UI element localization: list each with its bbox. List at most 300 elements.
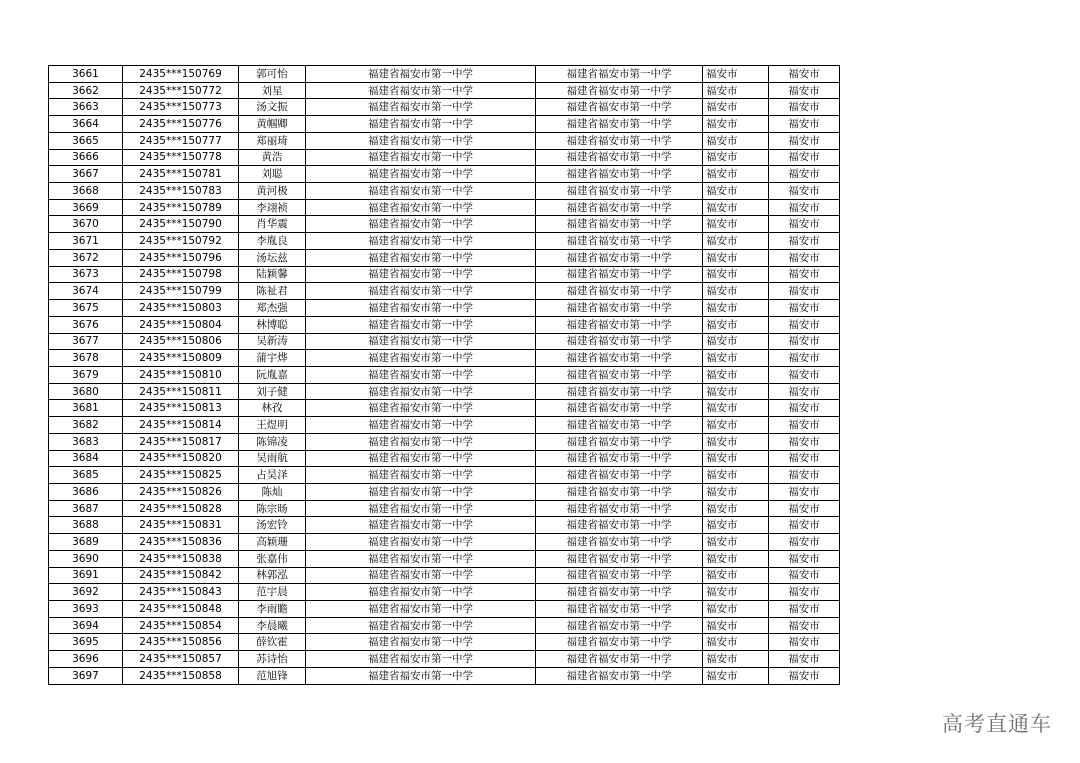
registration-school-cell: 福建省福安市第一中学 (536, 500, 703, 517)
registration-school-cell: 福建省福安市第一中学 (536, 283, 703, 300)
city-cell: 福安市 (769, 634, 840, 651)
row-number-cell: 3683 (49, 433, 123, 450)
school-cell: 福建省福安市第一中学 (306, 467, 536, 484)
registration-school-cell: 福建省福安市第一中学 (536, 651, 703, 668)
exam-id-cell: 2435***150789 (123, 199, 239, 216)
row-number-cell: 3667 (49, 166, 123, 183)
region-cell: 福安市 (703, 82, 769, 99)
city-cell: 福安市 (769, 383, 840, 400)
table-row (49, 450, 840, 467)
table-row (49, 517, 840, 534)
city-cell: 福安市 (769, 534, 840, 551)
school-cell: 福建省福安市第一中学 (306, 350, 536, 367)
student-list-sheet (48, 65, 840, 685)
row-number-cell: 3682 (49, 417, 123, 434)
row-number-cell: 3691 (49, 567, 123, 584)
exam-id-cell: 2435***150854 (123, 617, 239, 634)
table-row (49, 350, 840, 367)
city-cell: 福安市 (769, 584, 840, 601)
student-name-cell: 阮胤嘉 (239, 366, 306, 383)
city-cell: 福安市 (769, 567, 840, 584)
exam-id-cell: 2435***150810 (123, 366, 239, 383)
city-cell: 福安市 (769, 233, 840, 250)
student-name-cell: 黄河极 (239, 183, 306, 200)
table-row (49, 183, 840, 200)
registration-school-cell: 福建省福安市第一中学 (536, 216, 703, 233)
exam-id-cell: 2435***150843 (123, 584, 239, 601)
school-cell: 福建省福安市第一中学 (306, 82, 536, 99)
table-row (49, 149, 840, 166)
registration-school-cell: 福建省福安市第一中学 (536, 316, 703, 333)
exam-id-cell: 2435***150803 (123, 300, 239, 317)
city-cell: 福安市 (769, 550, 840, 567)
student-name-cell: 吴雨航 (239, 450, 306, 467)
table-row (49, 467, 840, 484)
registration-school-cell: 福建省福安市第一中学 (536, 266, 703, 283)
city-cell: 福安市 (769, 617, 840, 634)
region-cell: 福安市 (703, 333, 769, 350)
region-cell: 福安市 (703, 450, 769, 467)
city-cell: 福安市 (769, 667, 840, 684)
student-name-cell: 范旭锋 (239, 667, 306, 684)
student-name-cell: 刘子健 (239, 383, 306, 400)
exam-id-cell: 2435***150769 (123, 66, 239, 83)
city-cell: 福安市 (769, 199, 840, 216)
row-number-cell: 3676 (49, 316, 123, 333)
region-cell: 福安市 (703, 601, 769, 618)
region-cell: 福安市 (703, 417, 769, 434)
student-name-cell: 李雨瞻 (239, 601, 306, 618)
row-number-cell: 3692 (49, 584, 123, 601)
student-name-cell: 黄浩 (239, 149, 306, 166)
registration-school-cell: 福建省福安市第一中学 (536, 483, 703, 500)
student-name-cell: 汤文振 (239, 99, 306, 116)
registration-school-cell: 福建省福安市第一中学 (536, 667, 703, 684)
city-cell: 福安市 (769, 417, 840, 434)
school-cell: 福建省福安市第一中学 (306, 601, 536, 618)
school-cell: 福建省福安市第一中学 (306, 667, 536, 684)
student-name-cell: 苏诗怡 (239, 651, 306, 668)
student-name-cell: 陈宗旸 (239, 500, 306, 517)
school-cell: 福建省福安市第一中学 (306, 149, 536, 166)
exam-id-cell: 2435***150831 (123, 517, 239, 534)
exam-id-cell: 2435***150848 (123, 601, 239, 618)
table-row (49, 617, 840, 634)
exam-id-cell: 2435***150825 (123, 467, 239, 484)
registration-school-cell: 福建省福安市第一中学 (536, 116, 703, 133)
table-row (49, 383, 840, 400)
school-cell: 福建省福安市第一中学 (306, 333, 536, 350)
table-row (49, 500, 840, 517)
row-number-cell: 3675 (49, 300, 123, 317)
region-cell: 福安市 (703, 233, 769, 250)
student-name-cell: 张嘉伟 (239, 550, 306, 567)
region-cell: 福安市 (703, 350, 769, 367)
table-row (49, 300, 840, 317)
registration-school-cell: 福建省福安市第一中学 (536, 82, 703, 99)
exam-id-cell: 2435***150858 (123, 667, 239, 684)
row-number-cell: 3686 (49, 483, 123, 500)
exam-id-cell: 2435***150813 (123, 400, 239, 417)
registration-school-cell: 福建省福安市第一中学 (536, 550, 703, 567)
exam-id-cell: 2435***150783 (123, 183, 239, 200)
registration-school-cell: 福建省福安市第一中学 (536, 166, 703, 183)
row-number-cell: 3662 (49, 82, 123, 99)
row-number-cell: 3690 (49, 550, 123, 567)
registration-school-cell: 福建省福安市第一中学 (536, 634, 703, 651)
student-name-cell: 吴新涛 (239, 333, 306, 350)
exam-id-cell: 2435***150811 (123, 383, 239, 400)
school-cell: 福建省福安市第一中学 (306, 99, 536, 116)
city-cell: 福安市 (769, 350, 840, 367)
exam-id-cell: 2435***150798 (123, 266, 239, 283)
school-cell: 福建省福安市第一中学 (306, 266, 536, 283)
table-row (49, 233, 840, 250)
row-number-cell: 3685 (49, 467, 123, 484)
row-number-cell: 3671 (49, 233, 123, 250)
school-cell: 福建省福安市第一中学 (306, 300, 536, 317)
registration-school-cell: 福建省福安市第一中学 (536, 567, 703, 584)
city-cell: 福安市 (769, 149, 840, 166)
registration-school-cell: 福建省福安市第一中学 (536, 233, 703, 250)
student-name-cell: 高颖珊 (239, 534, 306, 551)
registration-school-cell: 福建省福安市第一中学 (536, 350, 703, 367)
table-row (49, 567, 840, 584)
school-cell: 福建省福安市第一中学 (306, 450, 536, 467)
region-cell: 福安市 (703, 617, 769, 634)
exam-id-cell: 2435***150776 (123, 116, 239, 133)
row-number-cell: 3694 (49, 617, 123, 634)
registration-school-cell: 福建省福安市第一中学 (536, 132, 703, 149)
table-row (49, 116, 840, 133)
registration-school-cell: 福建省福安市第一中学 (536, 417, 703, 434)
table-row (49, 433, 840, 450)
table-row (49, 132, 840, 149)
table-row (49, 82, 840, 99)
table-row (49, 166, 840, 183)
exam-id-cell: 2435***150796 (123, 249, 239, 266)
city-cell: 福安市 (769, 450, 840, 467)
city-cell: 福安市 (769, 249, 840, 266)
exam-id-cell: 2435***150820 (123, 450, 239, 467)
row-number-cell: 3670 (49, 216, 123, 233)
region-cell: 福安市 (703, 66, 769, 83)
region-cell: 福安市 (703, 433, 769, 450)
region-cell: 福安市 (703, 667, 769, 684)
table-row (49, 66, 840, 83)
city-cell: 福安市 (769, 366, 840, 383)
registration-school-cell: 福建省福安市第一中学 (536, 601, 703, 618)
school-cell: 福建省福安市第一中学 (306, 400, 536, 417)
school-cell: 福建省福安市第一中学 (306, 283, 536, 300)
city-cell: 福安市 (769, 601, 840, 618)
city-cell: 福安市 (769, 300, 840, 317)
city-cell: 福安市 (769, 82, 840, 99)
row-number-cell: 3681 (49, 400, 123, 417)
table-row (49, 584, 840, 601)
school-cell: 福建省福安市第一中学 (306, 500, 536, 517)
registration-school-cell: 福建省福安市第一中学 (536, 617, 703, 634)
exam-id-cell: 2435***150781 (123, 166, 239, 183)
exam-id-cell: 2435***150806 (123, 333, 239, 350)
table-row (49, 667, 840, 684)
row-number-cell: 3677 (49, 333, 123, 350)
row-number-cell: 3672 (49, 249, 123, 266)
region-cell: 福安市 (703, 149, 769, 166)
city-cell: 福安市 (769, 483, 840, 500)
region-cell: 福安市 (703, 216, 769, 233)
region-cell: 福安市 (703, 584, 769, 601)
row-number-cell: 3673 (49, 266, 123, 283)
student-name-cell: 肖华震 (239, 216, 306, 233)
exam-id-cell: 2435***150790 (123, 216, 239, 233)
exam-id-cell: 2435***150777 (123, 132, 239, 149)
city-cell: 福安市 (769, 517, 840, 534)
school-cell: 福建省福安市第一中学 (306, 233, 536, 250)
city-cell: 福安市 (769, 116, 840, 133)
region-cell: 福安市 (703, 366, 769, 383)
school-cell: 福建省福安市第一中学 (306, 116, 536, 133)
student-name-cell: 王煜明 (239, 417, 306, 434)
city-cell: 福安市 (769, 433, 840, 450)
city-cell: 福安市 (769, 99, 840, 116)
table-row (49, 366, 840, 383)
row-number-cell: 3695 (49, 634, 123, 651)
city-cell: 福安市 (769, 316, 840, 333)
city-cell: 福安市 (769, 467, 840, 484)
region-cell: 福安市 (703, 467, 769, 484)
registration-school-cell: 福建省福安市第一中学 (536, 467, 703, 484)
student-name-cell: 刘星 (239, 82, 306, 99)
row-number-cell: 3689 (49, 534, 123, 551)
exam-id-cell: 2435***150838 (123, 550, 239, 567)
school-cell: 福建省福安市第一中学 (306, 366, 536, 383)
student-name-cell: 陆颖馨 (239, 266, 306, 283)
exam-id-cell: 2435***150836 (123, 534, 239, 551)
row-number-cell: 3680 (49, 383, 123, 400)
registration-school-cell: 福建省福安市第一中学 (536, 249, 703, 266)
exam-id-cell: 2435***150809 (123, 350, 239, 367)
school-cell: 福建省福安市第一中学 (306, 433, 536, 450)
registration-school-cell: 福建省福安市第一中学 (536, 149, 703, 166)
table-row (49, 249, 840, 266)
exam-id-cell: 2435***150828 (123, 500, 239, 517)
school-cell: 福建省福安市第一中学 (306, 534, 536, 551)
exam-id-cell: 2435***150773 (123, 99, 239, 116)
exam-id-cell: 2435***150842 (123, 567, 239, 584)
row-number-cell: 3669 (49, 199, 123, 216)
table-row (49, 199, 840, 216)
region-cell: 福安市 (703, 567, 769, 584)
student-name-cell: 李胤良 (239, 233, 306, 250)
row-number-cell: 3679 (49, 366, 123, 383)
city-cell: 福安市 (769, 216, 840, 233)
exam-id-cell: 2435***150817 (123, 433, 239, 450)
region-cell: 福安市 (703, 500, 769, 517)
school-cell: 福建省福安市第一中学 (306, 66, 536, 83)
region-cell: 福安市 (703, 199, 769, 216)
registration-school-cell: 福建省福安市第一中学 (536, 300, 703, 317)
student-name-cell: 郭可怡 (239, 66, 306, 83)
registration-school-cell: 福建省福安市第一中学 (536, 333, 703, 350)
student-name-cell: 林博聪 (239, 316, 306, 333)
region-cell: 福安市 (703, 534, 769, 551)
region-cell: 福安市 (703, 116, 769, 133)
row-number-cell: 3664 (49, 116, 123, 133)
row-number-cell: 3697 (49, 667, 123, 684)
registration-school-cell: 福建省福安市第一中学 (536, 99, 703, 116)
region-cell: 福安市 (703, 550, 769, 567)
school-cell: 福建省福安市第一中学 (306, 249, 536, 266)
exam-id-cell: 2435***150778 (123, 149, 239, 166)
exam-id-cell: 2435***150772 (123, 82, 239, 99)
exam-id-cell: 2435***150826 (123, 483, 239, 500)
school-cell: 福建省福安市第一中学 (306, 634, 536, 651)
registration-school-cell: 福建省福安市第一中学 (536, 584, 703, 601)
registration-school-cell: 福建省福安市第一中学 (536, 400, 703, 417)
school-cell: 福建省福安市第一中学 (306, 617, 536, 634)
school-cell: 福建省福安市第一中学 (306, 166, 536, 183)
region-cell: 福安市 (703, 634, 769, 651)
school-cell: 福建省福安市第一中学 (306, 483, 536, 500)
student-name-cell: 汤坛兹 (239, 249, 306, 266)
region-cell: 福安市 (703, 400, 769, 417)
table-row (49, 651, 840, 668)
region-cell: 福安市 (703, 249, 769, 266)
school-cell: 福建省福安市第一中学 (306, 316, 536, 333)
school-cell: 福建省福安市第一中学 (306, 132, 536, 149)
region-cell: 福安市 (703, 651, 769, 668)
table-row (49, 283, 840, 300)
row-number-cell: 3684 (49, 450, 123, 467)
school-cell: 福建省福安市第一中学 (306, 550, 536, 567)
region-cell: 福安市 (703, 316, 769, 333)
row-number-cell: 3693 (49, 601, 123, 618)
exam-id-cell: 2435***150804 (123, 316, 239, 333)
registration-school-cell: 福建省福安市第一中学 (536, 534, 703, 551)
city-cell: 福安市 (769, 400, 840, 417)
region-cell: 福安市 (703, 99, 769, 116)
row-number-cell: 3687 (49, 500, 123, 517)
row-number-cell: 3666 (49, 149, 123, 166)
student-name-cell: 陈祉君 (239, 283, 306, 300)
region-cell: 福安市 (703, 266, 769, 283)
exam-id-cell: 2435***150857 (123, 651, 239, 668)
student-name-cell: 蒲宇烨 (239, 350, 306, 367)
student-name-cell: 范宇晨 (239, 584, 306, 601)
student-name-cell: 薛钦霍 (239, 634, 306, 651)
student-name-cell: 陈锦凌 (239, 433, 306, 450)
student-name-cell: 李翊祯 (239, 199, 306, 216)
row-number-cell: 3668 (49, 183, 123, 200)
registration-school-cell: 福建省福安市第一中学 (536, 183, 703, 200)
school-cell: 福建省福安市第一中学 (306, 199, 536, 216)
student-name-cell: 汤宏铃 (239, 517, 306, 534)
row-number-cell: 3674 (49, 283, 123, 300)
region-cell: 福安市 (703, 483, 769, 500)
registration-school-cell: 福建省福安市第一中学 (536, 383, 703, 400)
student-name-cell: 占昊泽 (239, 467, 306, 484)
table-row (49, 99, 840, 116)
exam-id-cell: 2435***150792 (123, 233, 239, 250)
table-row (49, 601, 840, 618)
region-cell: 福安市 (703, 283, 769, 300)
school-cell: 福建省福安市第一中学 (306, 216, 536, 233)
school-cell: 福建省福安市第一中学 (306, 651, 536, 668)
registration-school-cell: 福建省福安市第一中学 (536, 366, 703, 383)
student-name-cell: 陈灿 (239, 483, 306, 500)
row-number-cell: 3678 (49, 350, 123, 367)
row-number-cell: 3688 (49, 517, 123, 534)
region-cell: 福安市 (703, 166, 769, 183)
exam-id-cell: 2435***150814 (123, 417, 239, 434)
city-cell: 福安市 (769, 183, 840, 200)
student-name-cell: 林孜 (239, 400, 306, 417)
table-row (49, 634, 840, 651)
watermark-text: 高考直通车 (942, 712, 1052, 736)
registration-school-cell: 福建省福安市第一中学 (536, 450, 703, 467)
region-cell: 福安市 (703, 517, 769, 534)
region-cell: 福安市 (703, 132, 769, 149)
student-name-cell: 郑杰强 (239, 300, 306, 317)
table-row (49, 266, 840, 283)
registration-school-cell: 福建省福安市第一中学 (536, 66, 703, 83)
row-number-cell: 3661 (49, 66, 123, 83)
city-cell: 福安市 (769, 500, 840, 517)
region-cell: 福安市 (703, 183, 769, 200)
city-cell: 福安市 (769, 132, 840, 149)
school-cell: 福建省福安市第一中学 (306, 567, 536, 584)
school-cell: 福建省福安市第一中学 (306, 517, 536, 534)
table-row (49, 483, 840, 500)
city-cell: 福安市 (769, 266, 840, 283)
school-cell: 福建省福安市第一中学 (306, 383, 536, 400)
student-name-cell: 刘聪 (239, 166, 306, 183)
city-cell: 福安市 (769, 651, 840, 668)
city-cell: 福安市 (769, 166, 840, 183)
school-cell: 福建省福安市第一中学 (306, 584, 536, 601)
table-row (49, 550, 840, 567)
student-name-cell: 黄帼卿 (239, 116, 306, 133)
registration-school-cell: 福建省福安市第一中学 (536, 517, 703, 534)
table-body (49, 66, 840, 685)
table-row (49, 417, 840, 434)
table-row (49, 534, 840, 551)
region-cell: 福安市 (703, 383, 769, 400)
row-number-cell: 3665 (49, 132, 123, 149)
student-name-cell: 林郭泓 (239, 567, 306, 584)
table-row (49, 216, 840, 233)
registration-school-cell: 福建省福安市第一中学 (536, 433, 703, 450)
table-row (49, 400, 840, 417)
student-name-cell: 李晨曦 (239, 617, 306, 634)
table-row (49, 333, 840, 350)
school-cell: 福建省福安市第一中学 (306, 183, 536, 200)
row-number-cell: 3696 (49, 651, 123, 668)
student-name-cell: 郑丽琦 (239, 132, 306, 149)
city-cell: 福安市 (769, 283, 840, 300)
school-cell: 福建省福安市第一中学 (306, 417, 536, 434)
city-cell: 福安市 (769, 66, 840, 83)
exam-id-cell: 2435***150799 (123, 283, 239, 300)
row-number-cell: 3663 (49, 99, 123, 116)
region-cell: 福安市 (703, 300, 769, 317)
exam-id-cell: 2435***150856 (123, 634, 239, 651)
registration-school-cell: 福建省福安市第一中学 (536, 199, 703, 216)
student-table (48, 65, 840, 685)
table-row (49, 316, 840, 333)
city-cell: 福安市 (769, 333, 840, 350)
